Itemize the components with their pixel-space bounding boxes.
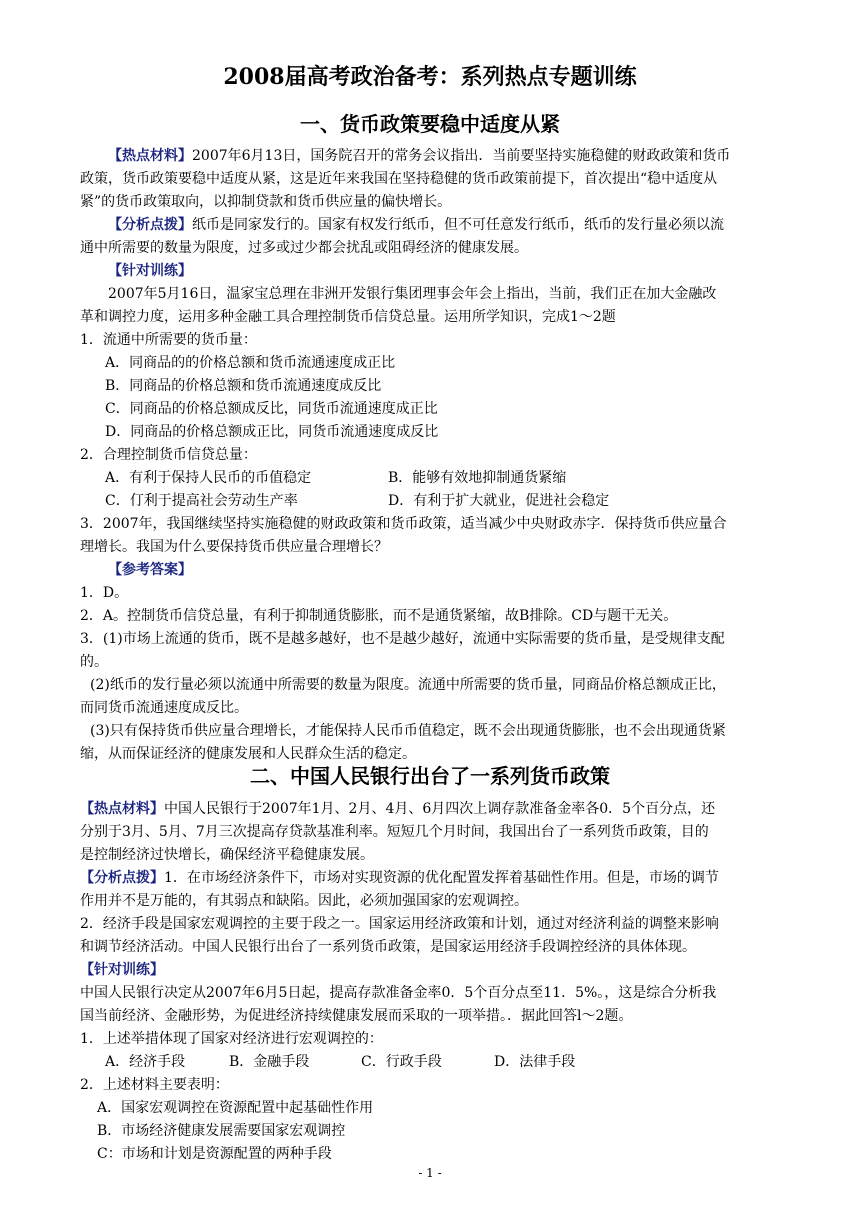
s2-analysis-line-2: 作用并不是万能的，有其弱点和缺陷。因此，必须加强国家的宏观调控。 [80,893,528,909]
s1-answer-2: 2．A。控制货币信贷总量，有利于抑制通货膨胀，而不是通货紧缩，故B排除。CD与题干无关。 [80,608,678,624]
analysis-tag: 【分析点拨】 [80,870,164,886]
document-title: 2008届高考政治备考：系列热点专题训练 [223,64,637,90]
s2-q1-option-a: A．经济手段 [105,1054,186,1070]
s1-q1-option-b: B．同商品的价格总额和货币流通速度成反比 [105,378,382,394]
s1-training-line-2: 革和调控力度，运用多种金融工具合理控制货币信贷总量。运用所学知识，完成1～2题 [80,309,616,325]
s1-q1-option-d: D．同商品的价格总额成正比，同货币流通速度成反比 [105,424,439,440]
s1-answer-3-line-4: 而同货币流通速度成反比。 [80,700,248,716]
section-2-heading: 二、中国人民银行出台了一系列货币政策 [250,764,610,788]
hot-material-tag: 【热点材料】 [80,801,164,817]
s1-training-tag: 【针对训练】 [108,263,192,279]
s1-question-1: 1．流通中所需要的货币量： [80,332,257,348]
s1-q2-option-c: C．仃利于提高社会劳动生产率 [105,493,298,509]
s1-question-3-line-1: 3．2007年，我国继续坚持实施稳健的财政政策和货币政策，适当减少中央财政赤字．保持货币供应量合 [80,516,727,532]
s1-answer-3-line-2: 的。 [80,654,108,670]
s2-analysis-line-1: 【分析点拨】1．在市场经济条件下，市场对实现资源的优化配置发挥着基础性作用。但是，市场的调节 [80,870,719,886]
s1-q2-row-2 [105,490,610,513]
s2-question-1: 1．上述举措体现了国家对经济进行宏观调控的： [80,1031,383,1047]
s1-q2-option-b: B．能够有效地抑制通货紧缩 [388,470,567,486]
s2-q1-options [105,1051,575,1074]
s1-analysis-line-2: 通中所需要的数量为限度，过多或过少都会扰乱或阻碍经济的健康发展。 [80,240,528,256]
s2-q1-option-d: D．法律手段 [494,1054,576,1070]
analysis-tag: 【分析点拨】 [108,217,192,233]
s1-material-line-2: 政策，货币政策要稳中适度从紧，这是近年来我国在坚持稳健的货币政策前提下，首次提出“稳中适度从 [80,171,718,187]
s1-q1-option-c: C．同商品的价格总额成反比，同货币流通速度成正比 [105,401,438,417]
s1-analysis-line-1: 【分析点拨】纸币是同家发行的。国家有权发行纸币，但不可任意发行纸币，纸币的发行量必须以流 [108,217,724,233]
s2-question-2: 2．上述材料主要表明： [80,1077,229,1093]
s2-material-line-1: 【热点材料】中国人民银行于2007年1月、2月、4月、6月四次上调存款准备金率各0．5个百分点，还 [80,801,716,817]
s2-analysis-line-3: 2．经济手段是国家宏观调控的主要于段之一。国家运用经济政策和计划，通过对经济利益的调整来影响 [80,916,719,932]
s1-q1-option-a: A．同商品的的价格总额和货币流通速度成正比 [105,355,396,371]
s2-material-line-3: 是控制经济过快增长，确保经济平稳健康发展。 [80,847,374,863]
s1-q2-option-d: D．有利于扩大就业，促进社会稳定 [388,493,610,509]
s1-answer-3-line-6: 缩，从而保证经济的健康发展和人民群众生活的稳定。 [80,746,416,762]
s2-training-tag: 【针对训练】 [80,962,164,978]
s1-q2-row-1 [105,467,567,490]
s1-question-3-line-2: 理增长。我国为什么要保持货币供应量合理增长？ [80,539,388,555]
s1-training-line-1: 2007年5月16日，温家宝总理在非洲开发银行集团理事会年会上指出，当前，我们正在加大金融改 [108,286,717,302]
s2-analysis-line-4: 和调节经济活动。中国人民银行出台了一系列货币政策，是国家运用经济手段调控经济的具体体现。 [80,939,696,955]
s1-question-2: 2．合理控制货币信贷总量： [80,447,257,463]
hot-material-tag: 【热点材料】 [108,148,192,164]
s1-q2-option-a: A．有利于保持人民币的币值稳定 [105,470,312,486]
s1-material-line-1: 【热点材料】2007年6月13日，国务院召开的常务会议指出．当前要坚持实施稳健的财政政策和货币 [108,148,731,164]
s2-q2-option-c: C：市场和计划是资源配置的两种手段 [97,1146,332,1162]
s1-answer-tag: 【参考答案】 [108,562,192,578]
s1-answer-3-line-1: 3．(1)市场上流通的货币，既不是越多越好，也不是越少越好，流通中实际需要的货币量，是受规律支配 [80,631,725,647]
s2-training-line-1: 中国人民银行决定从2007年6月5日起，提高存款准备金率0．5个百分点至11．5%。，这是综合分析我 [80,985,717,1001]
section-1-heading: 一、货币政策要稳中适度从紧 [300,112,560,136]
s2-q1-option-b: B．金融手段 [229,1054,310,1070]
page-number: - 1 - [418,1166,442,1180]
s1-material-line-3: 紧”的货币政策取向，以抑制贷款和货币供应量的偏快增长。 [80,194,452,210]
s2-material-line-2: 分别于3月、5月、7月三次提高存贷款基准利率。短短几个月时间，我国出台了一系列货币政策，目的 [80,824,709,840]
s1-answer-3-line-5: (3)只有保持货币供应量合理增长，才能保持人民币币值稳定，既不会出现通货膨胀，也不会出现通货紧 [90,723,726,739]
s2-training-line-2: 国当前经济、金融形势，为促进经济持续健康发展而采取的一项举措。．据此回答l～2题。 [80,1008,633,1024]
s1-answer-3-line-3: (2)纸币的发行量必须以流通中所需要的数量为限度。流通中所需要的货币量，同商品价格总额成正比， [90,677,726,693]
s1-answer-1: 1．D。 [80,585,129,601]
s2-q2-option-b: B．市场经济健康发展需要国家宏观调控 [97,1123,346,1139]
s2-q2-option-a: A．国家宏观调控在资源配置中起基础性作用 [97,1100,374,1116]
s2-q1-option-c: C．行政手段 [361,1054,442,1070]
